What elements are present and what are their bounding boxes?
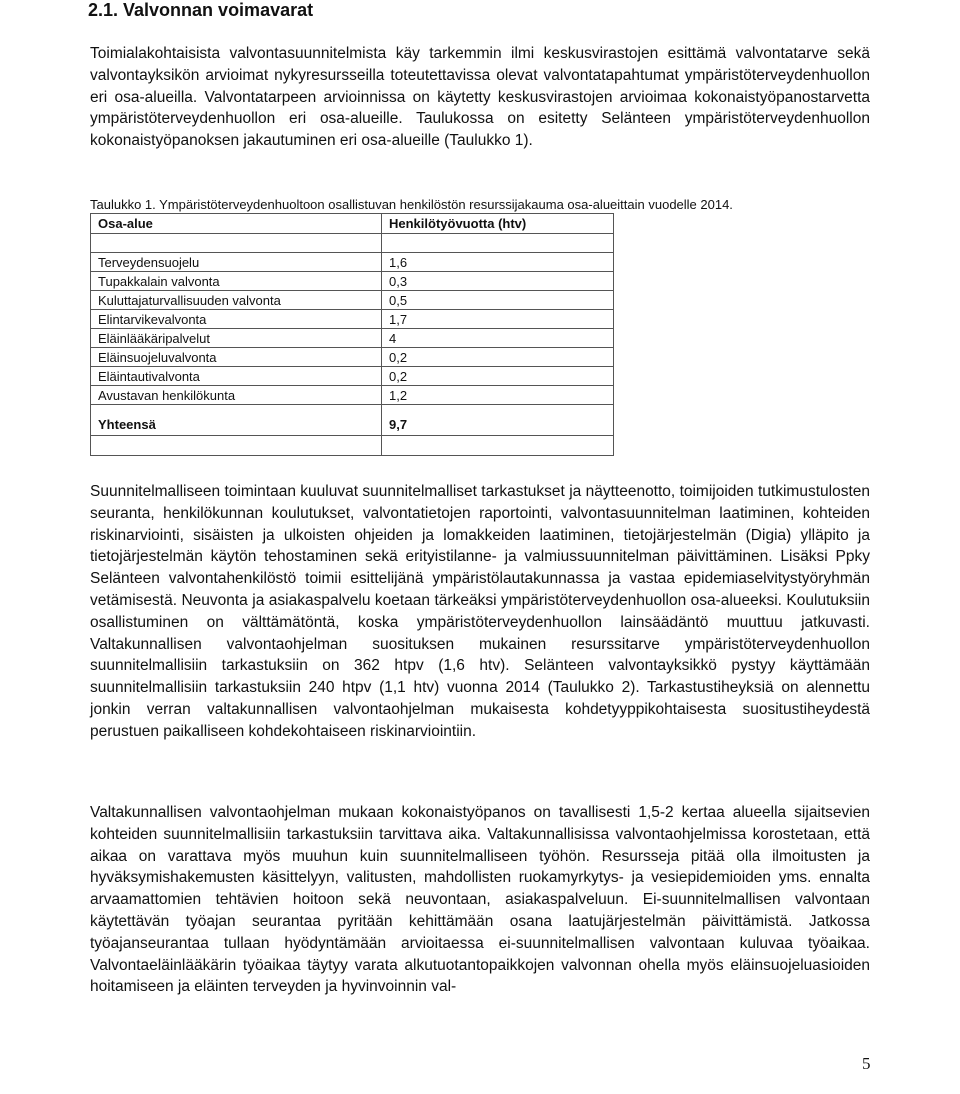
total-value: 9,7 (382, 405, 614, 436)
row-htv: 1,7 (382, 310, 614, 329)
body-paragraph-planned-activity: Suunnitelmalliseen toimintaan kuuluvat suunnitelmalliset tarkastukset ja näytteenotto, toimijoiden tutkimustulosten seuranta, henkilökunnan koulutukset, valvontatietojen raportointi, valvontasuunnitelman laatiminen, kohteiden riskinarviointi, sisäisten ja ulkoisten ohjeiden ja lomakkeiden laatiminen, tietojärjestelmän (Digia) ylläpito ja tietojärjestelmän käytön tehostaminen sekä erityistilanne- ja valmiussuunnitelman päivittäminen. Lisäksi Ppky Selänteen valvontahenkilöstö toimii esittelijänä ympäristölautakunnassa ja vastaa epidemiaselvitystyöryhmän vetämisestä. Neuvonta ja asiakaspalvelu koetaan tärkeäksi ympäristöterveydenhuollon osa-alueeksi. Koulutuksiin osallistuminen on välttämätöntä, koska ympäristöterveydenhuollon lainsäädäntö muuttuu jatkuvasti. Valtakunnallisen valvontaohjelman suosituksen mukainen resurssitarve ympäristöterveydenhuollon suunnitelmallisiin tarkastuksiin on 362 htpv (1,6 htv). Selänteen valvontayksikkö pystyy käyttämään suunnitelmallisiin tarkastuksiin 240 htpv (1,1 htv) vuonna 2014 (Taulukko 2). Tarkastustiheyksiä on alennettu jonkin verran valtakunnallisen valvontaohjelman mukaisesta kohdetyyppikohtaisesta suositustiheydestä perustuen paikalliseen kohdekohtaiseen riskinarviointiin. (90, 483, 870, 740)
row-htv: 0,3 (382, 272, 614, 291)
column-header-htv: Henkilötyövuotta (htv) (382, 214, 614, 234)
body-paragraph-national-program: Valtakunnallisen valvontaohjelman mukaan kokonaistyöpanos on tavallisesti 1,5-2 kertaa alueella sijaitsevien kohteiden suunnitelmallisiin tarkastuksiin tarvittava aika. Valtakunnallisissa valvontaohjelmissa korostetaan, että aikaa on varattava myös muuhun kuin suunnitelmalliseen työhön. Resursseja pitää olla ilmoitusten ja hyväksymishakemusten käsittelyyn, valitusten, mahdollisten ruokamyrkytys- ja vesiepidemioiden yms. ennalta arvaamattomien tehtävien hoitoon sekä neuvontaan, asiakaspalveluun. Ei-suunnitelmallisen valvontaan käytettävän työajan seurantaa pyritään kehittämään osana laatujärjestelmän päivittämistä. Jatkossa työajanseurantaa tullaan hyödyntämään arvioitaessa ei-suunnitelmallisen valvontaan kuluvaa työaikaa. Valvontaeläinlääkärin työaikaa täytyy varata alkutuotantopaikkojen valvonnan ohella myös eläinsuojeluasioiden hoitamiseen ja eläinten terveyden ja hyvinvoinnin val- (90, 804, 870, 996)
table-header-row (91, 214, 614, 234)
row-htv: 1,6 (382, 253, 614, 272)
table-spacer-row (91, 234, 614, 253)
row-area: Avustavan henkilökunta (91, 386, 382, 405)
table-row (91, 386, 614, 405)
table-spacer-row (91, 436, 614, 456)
table-row (91, 329, 614, 348)
table-total-row (91, 405, 614, 436)
row-area: Eläinlääkäripalvelut (91, 329, 382, 348)
table-row (91, 367, 614, 386)
row-htv: 0,2 (382, 348, 614, 367)
row-area: Terveydensuojelu (91, 253, 382, 272)
page-number: 5 (862, 1054, 871, 1073)
row-htv: 0,2 (382, 367, 614, 386)
table-row (91, 291, 614, 310)
section-heading: 2.1. Valvonnan voimavarat (88, 0, 314, 20)
row-area: Kuluttajaturvallisuuden valvonta (91, 291, 382, 310)
table-row (91, 272, 614, 291)
total-label: Yhteensä (91, 405, 382, 436)
table-row (91, 348, 614, 367)
row-area: Eläintautivalvonta (91, 367, 382, 386)
resource-table (90, 213, 614, 456)
table-row (91, 253, 614, 272)
row-area: Eläinsuojeluvalvonta (91, 348, 382, 367)
column-header-area: Osa-alue (91, 214, 382, 234)
row-area: Elintarvikevalvonta (91, 310, 382, 329)
table-caption: Taulukko 1. Ympäristöterveydenhuoltoon osallistuvan henkilöstön resurssijakauma osa-alueittain vuodelle 2014. (90, 197, 733, 212)
row-htv: 0,5 (382, 291, 614, 310)
row-htv: 1,2 (382, 386, 614, 405)
intro-paragraph: Toimialakohtaisista valvontasuunnitelmista käy tarkemmin ilmi keskusvirastojen esittämä valvontatarve sekä valvontayksikön arvioimat nykyresursseilla toteutettavissa olevat valvontatapahtumat ympäristöterveydenhuollon eri osa-alueilla. Valvontatarpeen arvioinnissa on käytetty keskusvirastojen arvioimaa kokonaistyöpanostarvetta ympäristöterveydenhuollon eri osa-alueille. Taulukossa on esitetty Selänteen ympäristöterveydenhuollon kokonaistyöpanoksen jakautuminen eri osa-alueille (Taulukko 1). (90, 45, 870, 150)
row-htv: 4 (382, 329, 614, 348)
row-area: Tupakkalain valvonta (91, 272, 382, 291)
table-row (91, 310, 614, 329)
